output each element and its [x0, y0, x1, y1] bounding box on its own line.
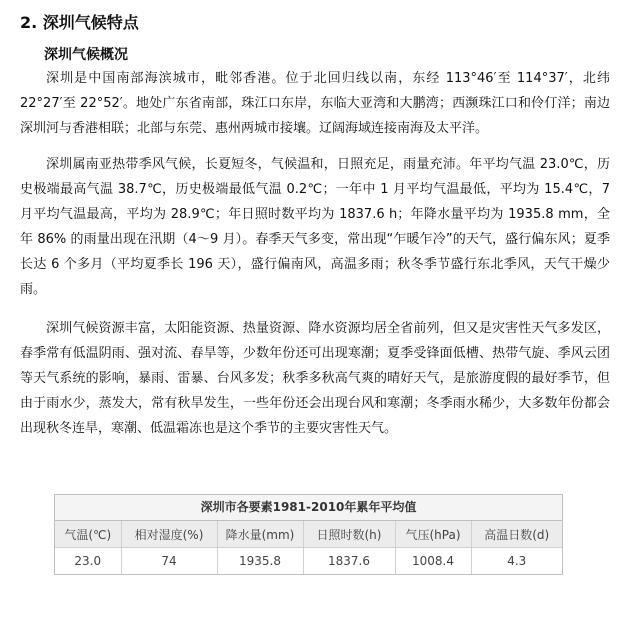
- table-row: [55, 548, 562, 575]
- header-precipitation: 降水量(mm): [217, 521, 303, 548]
- header-hot-days: 高温日数(d): [484, 527, 550, 542]
- header-temperature: 气温(℃): [55, 521, 121, 548]
- header-humidity: 相对湿度(%): [121, 521, 217, 548]
- cell-hot-days: 4.3: [507, 554, 527, 568]
- header-sunshine: 日照时数(h): [303, 521, 395, 548]
- section-heading: 2. 深圳气候特点: [20, 13, 139, 32]
- header-pressure: 气压(hPa): [395, 521, 471, 548]
- cell-sunshine: 1837.6: [303, 548, 395, 575]
- paragraph-climate: 深圳属南亚热带季风气候，长夏短冬，气候温和，日照充足，雨量充沛。年平均气温 23.0℃，历史极端最高气温 38.7℃，历史极端最低气温 0.2℃；一年中 1 月平均气温最低，平均为 15.4℃，7 月平均气温最高，平均为 28.9℃；年日照时数平均为 1837.6 h；年降水量平均为 1935.8 mm，全年 86% 的雨量出现在汛期（4～9 月）。春季天气多变，常出现“乍暖乍冷”的天气，盛行偏东风；夏季长达 6 个多月（平均夏季长 196 天），盛行偏南风，高温多雨；秋冬季节盛行东北季风，天气干燥少雨。: [20, 157, 610, 297]
- cell-pressure: 1008.4: [395, 548, 471, 575]
- paragraph-location: 深圳是中国南部海滨城市，毗邻香港。位于北回归线以南，东经 113°46′至 114°37′，北纬 22°27′至 22°52′。地处广东省南部，珠江口东岸，东临大亚湾和大鹏湾；西濒珠江口和伶仃洋；南边深圳河与香港相联；北部与东莞、惠州两城市接壤。辽阔海域连接南海及太平洋。: [20, 71, 610, 136]
- cell-precipitation: 1935.8: [217, 548, 303, 575]
- cell-temperature: 23.0: [55, 548, 121, 575]
- table-header-row: [55, 521, 562, 548]
- cell-humidity: 74: [121, 548, 217, 575]
- paragraph-resources: 深圳气候资源丰富，太阳能资源、热量资源、降水资源均居全省前列，但又是灾害性天气多发区，春季常有低温阴雨、强对流、春旱等，少数年份还可出现寒潮；夏季受锋面低槽、热带气旋、季风云团等天气系统的影响，暴雨、雷暴、台风多发；秋季多秋高气爽的晴好天气，是旅游度假的最好季节，但由于雨水少，蒸发大，常有秋旱发生，一些年份还会出现台风和寒潮；冬季雨水稀少，大多数年份都会出现秋冬连旱，寒潮、低温霜冻也是这个季节的主要灾害性天气。: [20, 321, 610, 436]
- table-title: 深圳市各要素1981-2010年累年平均值: [55, 495, 562, 521]
- subsection-heading: 深圳气候概况: [44, 47, 128, 63]
- table-grid: [55, 521, 562, 574]
- climate-table: [54, 494, 563, 575]
